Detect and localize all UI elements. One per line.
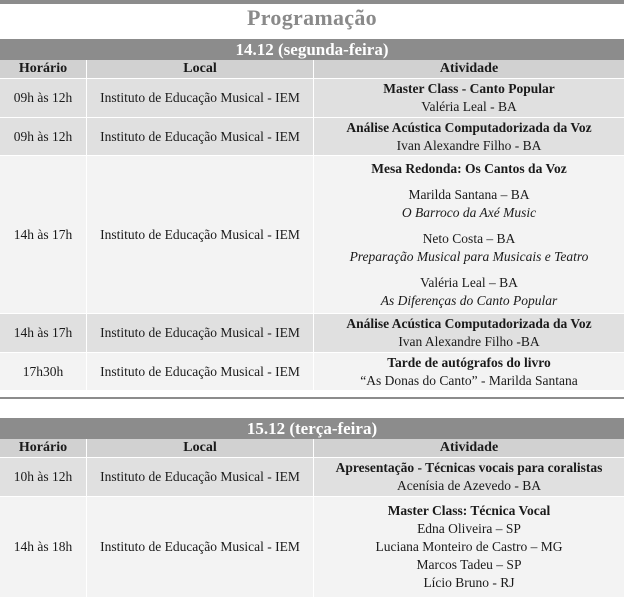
row-place: Instituto de Educação Musical - IEM [86,79,313,117]
header-time: Horário [18,440,68,455]
header-activity: Atividade [313,60,624,78]
activity-speaker: “As Donas do Canto” - Marilda Santana [360,372,578,388]
header-time: Horário [18,61,68,76]
row-time: 17h30h [22,363,64,379]
row-time: 09h às 12h [13,90,73,105]
row-place: Instituto de Educação Musical - IEM [86,156,313,313]
row-place: Instituto de Educação Musical - IEM [86,497,313,597]
row-activity [313,79,624,117]
activity-speaker: Valéria Leal - BA [421,99,517,114]
day-header: 14.12 (segunda-feira) [0,39,624,60]
column-header-row [0,439,624,457]
row-activity [313,353,624,390]
header-place: Local [86,439,313,457]
activity-title: Master Class: Técnica Vocal [387,503,551,518]
row-time: 14h às 17h [13,325,73,340]
table-row [0,496,624,597]
row-activity [313,118,624,155]
row-activity [313,156,624,313]
activity-speaker: Ivan Alexandre Filho - BA [396,137,542,153]
column-header-row [0,60,624,78]
speaker-name: Valéria Leal – BA [420,274,518,290]
activity-speaker: Acenísia de Azevedo - BA [397,478,541,493]
activity-speaker: Edna Oliveira – SP [417,521,521,536]
table-row [0,78,624,117]
activity-speaker: Luciana Monteiro de Castro – MG [375,539,563,554]
row-time: 10h às 12h [13,469,73,484]
header-activity: Atividade [313,439,624,457]
row-place: Instituto de Educação Musical - IEM [86,458,313,496]
speaker-topic: Preparação Musical para Musicais e Teatro [349,248,589,264]
table-row [0,457,624,496]
top-rule [0,0,624,4]
speaker-topic: O Barroco da Axé Music [401,204,537,220]
row-activity [313,497,624,597]
activity-speaker: Marcos Tadeu – SP [416,557,522,572]
speaker-name: Marilda Santana – BA [408,186,530,202]
table-row [0,117,624,155]
speaker-name: Neto Costa – BA [422,230,516,246]
table-row [0,313,624,352]
row-activity [313,314,624,352]
activity-speaker: Lício Bruno - RJ [423,575,515,590]
activity-title: Mesa Redonda: Os Cantos da Voz [371,160,567,176]
row-place: Instituto de Educação Musical - IEM [86,353,313,390]
row-place: Instituto de Educação Musical - IEM [86,314,313,352]
activity-title: Tarde de autógrafos do livro [387,354,551,370]
activity-title: Análise Acústica Computadorizada da Voz [346,119,592,135]
table-row [0,155,624,313]
activity-title: Master Class - Canto Popular [383,81,555,96]
activity-title: Análise Acústica Computadorizada da Voz [346,316,592,331]
row-time: 14h às 18h [13,539,73,554]
page-title: Programação [247,5,377,30]
section-divider [0,397,624,399]
row-time: 14h às 17h [13,226,73,242]
day-header: 15.12 (terça-feira) [0,418,624,439]
activity-title: Apresentação - Técnicas vocais para coralistas [335,460,603,475]
activity-speaker: Ivan Alexandre Filho -BA [398,334,540,349]
day-section-1 [0,39,624,390]
row-place: Instituto de Educação Musical - IEM [86,118,313,155]
day-section-2 [0,418,624,597]
speaker-topic: As Diferenças do Canto Popular [380,292,558,308]
row-activity [313,458,624,496]
header-place: Local [86,60,313,78]
row-time: 09h às 12h [13,128,73,144]
table-row [0,352,624,390]
